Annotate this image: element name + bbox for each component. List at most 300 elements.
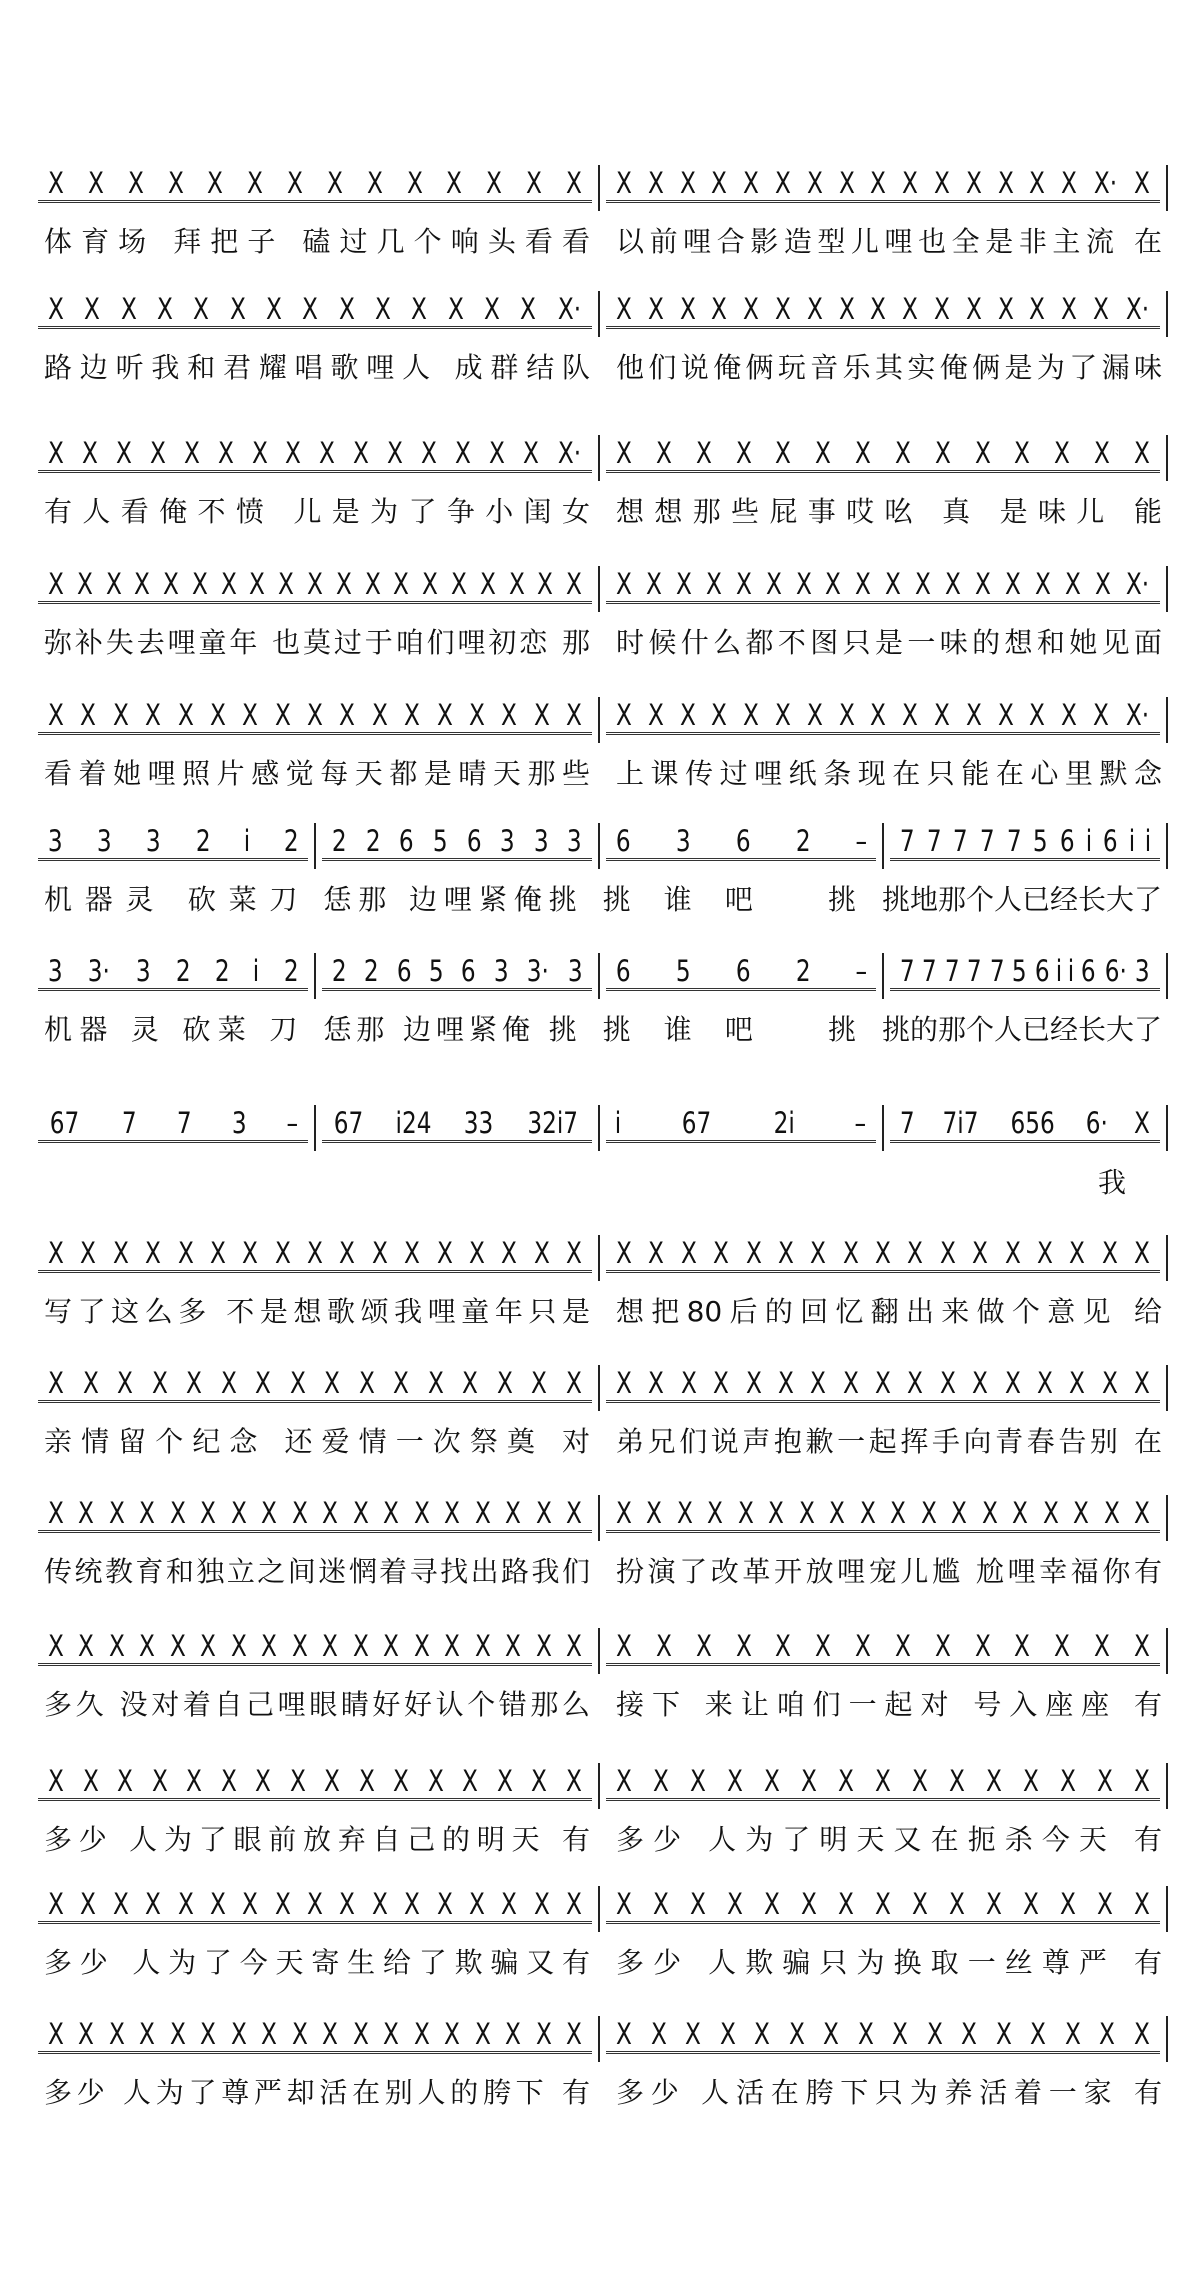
note: X — [615, 166, 632, 200]
note: X — [1004, 1366, 1021, 1400]
measure — [606, 1629, 1160, 1666]
note: X — [47, 1496, 64, 1530]
note: X — [220, 1366, 237, 1400]
notes-line — [38, 1880, 1168, 1924]
note: 6 — [461, 954, 476, 988]
note: X — [838, 698, 855, 732]
lyric-measure: 传统教育和独立之间迷惘着寻找出路我们 — [44, 1555, 590, 1588]
note: X — [47, 698, 64, 732]
note: X — [339, 1236, 356, 1270]
note: X — [352, 1496, 369, 1530]
note: X — [1030, 2017, 1047, 2051]
note: X — [1061, 166, 1078, 200]
note: 3 — [146, 824, 161, 858]
note: 3· — [88, 954, 111, 988]
lyric-gap — [602, 1946, 604, 1980]
note: X — [183, 436, 200, 470]
note: X — [890, 1496, 907, 1530]
note: X — [838, 166, 855, 200]
notes-line — [38, 1757, 1168, 1801]
note: X — [615, 1496, 632, 1530]
note: X — [842, 1366, 859, 1400]
note: X — [117, 1366, 133, 1400]
note: X — [974, 436, 991, 470]
note: 7 — [1006, 824, 1022, 858]
note: X — [743, 698, 760, 732]
note: X — [1133, 1629, 1150, 1663]
note: 6· — [1085, 1106, 1108, 1140]
note: X — [496, 1366, 513, 1400]
barline — [598, 2016, 600, 2062]
note: 3 — [135, 954, 151, 988]
note: X — [679, 166, 696, 200]
note: 33 — [463, 1106, 493, 1140]
note: X — [177, 698, 194, 732]
measure — [38, 1887, 592, 1924]
note: X — [695, 1629, 712, 1663]
note: X — [650, 2017, 667, 2051]
lyric-measure: 以前哩合影造型儿哩也全是非主流 在 — [616, 225, 1162, 258]
note: X — [501, 1236, 518, 1270]
note: 5 — [675, 954, 691, 988]
note: X — [965, 292, 982, 326]
note: 6 — [1034, 954, 1050, 988]
lyric-pickup: 我 — [1097, 1166, 1126, 1199]
barline — [598, 697, 600, 743]
note: X — [902, 166, 919, 200]
barline — [1166, 435, 1168, 481]
notes-line — [38, 691, 1168, 735]
measure — [38, 436, 592, 473]
note: X — [894, 1629, 911, 1663]
measure — [606, 824, 876, 861]
note: X — [444, 1496, 460, 1530]
note: X — [815, 436, 832, 470]
measure — [606, 567, 1160, 604]
note: X — [145, 1887, 162, 1921]
note: 6· — [1104, 954, 1127, 988]
note: X — [680, 1366, 697, 1400]
note: X — [800, 1887, 817, 1921]
note: X — [1022, 1764, 1039, 1798]
note: X — [800, 1764, 817, 1798]
note: X — [1042, 1496, 1059, 1530]
barline — [598, 1105, 600, 1151]
measure — [322, 954, 592, 991]
note: i — [1144, 824, 1152, 858]
note: X — [531, 1366, 548, 1400]
note: X — [754, 2017, 771, 2051]
note: X — [763, 1887, 780, 1921]
note: X — [743, 166, 760, 200]
note: X — [436, 698, 453, 732]
note: X — [615, 1887, 632, 1921]
note: X — [167, 166, 184, 200]
note: X — [565, 2017, 582, 2051]
score-row — [38, 429, 1168, 529]
note: X — [191, 567, 208, 601]
barline — [598, 566, 600, 612]
lyrics-line — [38, 1823, 1168, 1857]
note: X — [902, 292, 919, 326]
note: X — [1133, 166, 1150, 200]
lyrics-line — [38, 1688, 1168, 1722]
lyric-measure: 写了这么多 不是想歌颂我哩童年只是 — [44, 1295, 590, 1328]
lyric-gap — [589, 883, 591, 917]
note: 7 — [967, 954, 982, 988]
note: X — [335, 567, 352, 601]
measure — [38, 824, 308, 861]
note: 2 — [175, 954, 191, 988]
lyric-gap — [589, 1013, 591, 1047]
note: X — [436, 1887, 453, 1921]
note: X — [1061, 292, 1078, 326]
lyrics-line — [38, 883, 1168, 917]
note: X — [775, 1629, 792, 1663]
measure — [606, 1496, 1160, 1533]
barline — [598, 435, 600, 481]
note: X — [981, 1496, 998, 1530]
note: 67 — [681, 1106, 712, 1140]
note: X — [352, 1629, 369, 1663]
note: i — [1055, 954, 1063, 988]
lyric-gap — [602, 626, 604, 660]
note: X — [1059, 1764, 1076, 1798]
note: X — [404, 1236, 421, 1270]
note: X — [788, 2017, 805, 2051]
note: 3 — [533, 824, 549, 858]
measure — [606, 2017, 1160, 2054]
note: X — [1014, 1629, 1031, 1663]
note: X — [364, 567, 381, 601]
note: X — [242, 698, 259, 732]
notes-line — [38, 1489, 1168, 1533]
note: X — [689, 1764, 706, 1798]
note: 2 — [331, 954, 347, 988]
note: X — [1094, 436, 1111, 470]
note: 6 — [1102, 824, 1118, 858]
lyric-measure: 扮演了改革开放哩宠儿尴 尬哩幸福你有 — [616, 1555, 1162, 1588]
note: X — [177, 1236, 194, 1270]
note: X — [505, 1629, 521, 1663]
note: X — [324, 1764, 341, 1798]
note: X — [306, 698, 323, 732]
note: X· — [1125, 567, 1149, 601]
note: X — [422, 567, 439, 601]
lyric-measure: 多少 人欺骗只为换取一丝尊严 有 — [616, 1946, 1162, 1979]
note: X — [915, 567, 932, 601]
note: X — [375, 292, 391, 326]
note: X — [488, 436, 505, 470]
note: X — [1054, 1629, 1071, 1663]
note: X — [679, 292, 696, 326]
note: X — [404, 698, 421, 732]
lyrics-line — [38, 1013, 1168, 1047]
note: X — [80, 1887, 97, 1921]
note: X — [217, 436, 234, 470]
note: X — [615, 698, 632, 732]
note: X — [680, 1236, 697, 1270]
lyric-measure: 多少 人为了眼前放弃自己的明天 有 — [44, 1823, 590, 1856]
note: X — [105, 567, 122, 601]
note: X — [220, 1764, 237, 1798]
note: 32i7 — [526, 1106, 578, 1140]
note: X — [139, 1496, 156, 1530]
note: X — [615, 1629, 632, 1663]
note: X — [874, 1887, 891, 1921]
lyric-gap — [602, 757, 604, 791]
note: X — [78, 2017, 95, 2051]
note: X — [255, 1366, 272, 1400]
note: X — [838, 292, 855, 326]
note: X — [149, 436, 166, 470]
note: i — [614, 1106, 622, 1140]
note: X — [646, 1496, 663, 1530]
note: X — [108, 1496, 125, 1530]
lyric-gap — [868, 883, 870, 917]
measure — [606, 698, 1160, 735]
note: i — [243, 824, 251, 858]
note: X — [108, 2017, 125, 2051]
note: X — [501, 1887, 518, 1921]
lyric-measure: 弥补失去哩童年 也莫过于咱们哩初恋 那 — [44, 626, 590, 659]
note: 5 — [432, 824, 448, 858]
measure — [38, 1236, 592, 1273]
note: X — [768, 1496, 785, 1530]
note: X· — [1125, 292, 1149, 326]
note: X — [1099, 2017, 1116, 2051]
note: 7 — [899, 1106, 915, 1140]
note: X — [169, 1496, 186, 1530]
lyrics-line — [38, 1295, 1168, 1329]
note: X — [80, 1236, 97, 1270]
note: X — [535, 1496, 552, 1530]
lyric-measure: 想把80后的回忆翻出来做个意见 给 — [616, 1295, 1162, 1328]
note: X — [496, 1764, 513, 1798]
note: X — [652, 1887, 669, 1921]
note: X — [353, 436, 370, 470]
note: X — [139, 1629, 156, 1663]
note: X — [406, 166, 423, 200]
note: X — [274, 1236, 291, 1270]
note: X — [894, 436, 911, 470]
note: X — [251, 436, 268, 470]
note: X — [371, 698, 388, 732]
note: X — [247, 166, 264, 200]
note: 3 — [493, 954, 509, 988]
note: 7 — [899, 954, 915, 988]
note: X — [675, 567, 692, 601]
note: 2 — [365, 824, 381, 858]
note: X — [806, 292, 823, 326]
barline — [598, 953, 600, 999]
barline — [1166, 1886, 1168, 1932]
note: X — [520, 292, 537, 326]
note: X — [324, 1366, 341, 1400]
note: X — [713, 1236, 730, 1270]
lyric-gap — [309, 1013, 311, 1047]
note: X — [533, 1887, 550, 1921]
note: X — [393, 567, 410, 601]
note: 7 — [989, 954, 1005, 988]
note: X — [1101, 1366, 1118, 1400]
lyric-measure: 多少 人为了尊严却活在别人的胯下 有 — [44, 2076, 590, 2109]
note: X — [1094, 567, 1111, 601]
note: X — [274, 1887, 291, 1921]
note: X — [322, 1629, 339, 1663]
barline — [1166, 1628, 1168, 1674]
note: X — [885, 567, 902, 601]
lyric-measure: 机器 灵 砍菜 刀 — [44, 1013, 298, 1046]
note: X — [825, 567, 842, 601]
note: X — [961, 2017, 978, 2051]
note: 7i7 — [942, 1106, 979, 1140]
lyric-gap — [602, 225, 604, 259]
barline — [598, 1495, 600, 1541]
barline — [314, 823, 316, 869]
note: X — [985, 1764, 1002, 1798]
score-row — [38, 1880, 1168, 1980]
note: 7 — [953, 824, 968, 858]
note: X — [455, 436, 471, 470]
note: X — [907, 1366, 924, 1400]
note: X — [1012, 1496, 1028, 1530]
notes-line — [38, 947, 1168, 991]
note: X — [1022, 1887, 1039, 1921]
note: X — [855, 567, 872, 601]
note: X — [505, 1496, 521, 1530]
note: 7 — [926, 824, 942, 858]
measure — [38, 1366, 592, 1403]
lyric-measure: 机器灵 砍菜刀 — [44, 883, 298, 916]
note: X — [615, 567, 632, 601]
note: X — [777, 1236, 794, 1270]
note: X — [615, 1236, 632, 1270]
note: X — [645, 567, 662, 601]
barline — [314, 1105, 316, 1151]
note: X — [892, 2017, 909, 2051]
barline — [1166, 1495, 1168, 1541]
lyric-measure: 他们说俺俩玩音乐其实俺俩是为了漏味 — [616, 351, 1162, 384]
note: 3 — [97, 824, 112, 858]
note: X — [413, 2017, 430, 2051]
note: X — [200, 1496, 217, 1530]
note: X — [186, 1764, 203, 1798]
note: X — [177, 1887, 194, 1921]
note: X — [462, 1366, 479, 1400]
note: 656 — [1010, 1106, 1056, 1140]
note: X — [1036, 1366, 1053, 1400]
note: X — [965, 698, 982, 732]
note: X — [1096, 1887, 1113, 1921]
note: X — [902, 698, 919, 732]
note: X — [647, 166, 664, 200]
note: X — [47, 1629, 64, 1663]
note: X — [287, 166, 303, 200]
note: X — [413, 1629, 430, 1663]
note: X — [566, 567, 582, 601]
note: X — [1133, 2017, 1150, 2051]
note: X — [711, 292, 728, 326]
note: X — [358, 1366, 375, 1400]
note: X — [169, 2017, 186, 2051]
note: X — [939, 1236, 956, 1270]
note: 7 — [176, 1106, 192, 1140]
note: X — [533, 1236, 550, 1270]
note: X — [468, 698, 485, 732]
note: X — [468, 1887, 485, 1921]
note: X — [870, 292, 887, 326]
note: X — [997, 698, 1014, 732]
note: X — [615, 292, 632, 326]
barline — [1166, 291, 1168, 337]
note: X — [798, 1496, 815, 1530]
note: X — [535, 2017, 552, 2051]
note: i — [1068, 954, 1075, 988]
note: X — [508, 567, 525, 601]
note: X — [436, 1236, 453, 1270]
barline — [598, 1763, 600, 1809]
lyric-gap — [602, 2076, 604, 2110]
measure — [38, 292, 592, 329]
lyric-measure: 挑的那个人已经长大了 — [881, 1013, 1162, 1046]
notes-line — [38, 1359, 1168, 1403]
note: X — [995, 2017, 1012, 2051]
lyric-measure: 恁那 边哩紧俺 挑 — [323, 1013, 577, 1046]
note: X — [806, 166, 823, 200]
note: X — [965, 166, 982, 200]
note: 2 — [283, 954, 299, 988]
lyric-measure: 多少 人为了明天又在扼杀今天 有 — [616, 1823, 1162, 1856]
lyric-gap — [602, 1425, 604, 1459]
note: 6 — [615, 824, 631, 858]
note: X — [306, 1236, 323, 1270]
note: X — [565, 1887, 582, 1921]
note: 6 — [399, 824, 414, 858]
lyric-measure: 时候什么都不图只是一味的想和她见面 — [616, 626, 1162, 659]
note: X — [1092, 698, 1109, 732]
note: X — [1004, 1236, 1021, 1270]
note: X — [655, 1629, 672, 1663]
note: X — [413, 1496, 430, 1530]
note: X — [1036, 1236, 1053, 1270]
note: X — [230, 1496, 247, 1530]
note: X — [274, 698, 291, 732]
note: X — [737, 1496, 754, 1530]
note: X — [209, 1236, 226, 1270]
note: X — [289, 1366, 306, 1400]
note: X — [1064, 2017, 1081, 2051]
note: i — [1085, 824, 1092, 858]
note: X — [615, 1764, 632, 1798]
note: X — [774, 698, 791, 732]
note: X — [870, 166, 887, 200]
lyric-measure: 多少 人活在胯下只为养活着一家 有 — [616, 2076, 1162, 2109]
note: X — [652, 1764, 669, 1798]
note: X — [719, 2017, 736, 2051]
note: X — [907, 1236, 924, 1270]
lyric-measure: 恁那 边哩紧俺挑 — [323, 883, 577, 916]
note: 2 — [795, 824, 811, 858]
note: 7 — [121, 1106, 137, 1140]
note: X — [1133, 436, 1150, 470]
note: X — [47, 1764, 64, 1798]
note: X — [726, 1887, 743, 1921]
note: X — [815, 1629, 832, 1663]
note: X — [1134, 1106, 1150, 1140]
note: X — [444, 2017, 460, 2051]
score-row — [38, 1359, 1168, 1459]
